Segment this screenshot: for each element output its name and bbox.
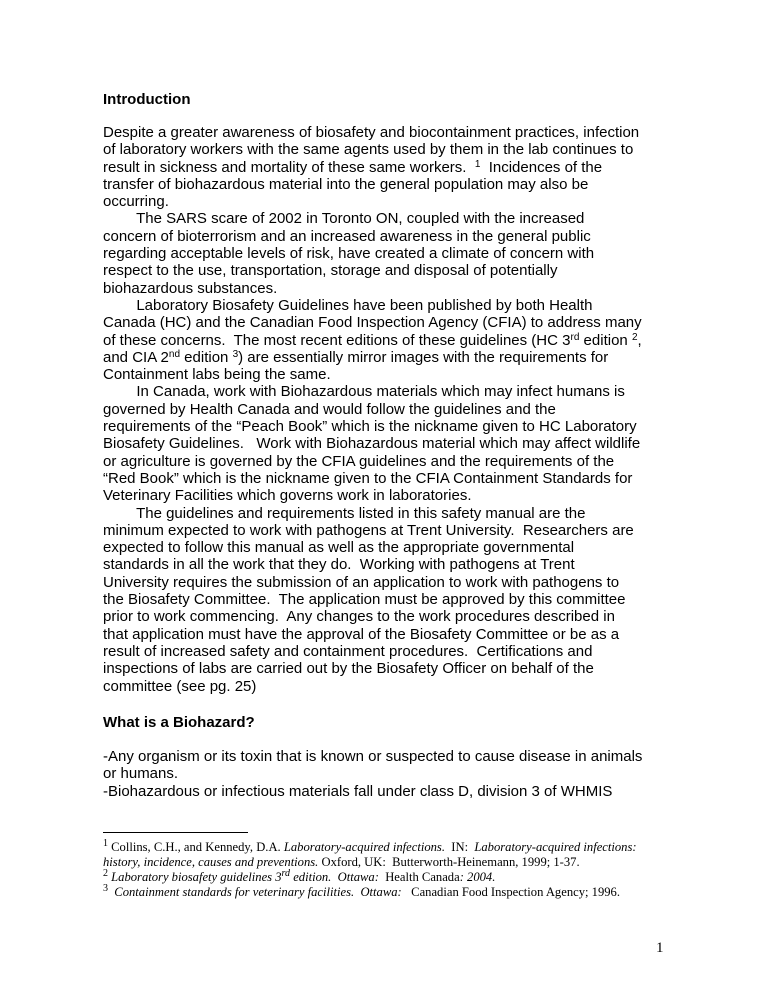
text-run: Incidences of the	[480, 158, 603, 176]
text-run: result of increased safety and containment procedures. Certifications and	[103, 642, 593, 660]
text-run: edition	[180, 348, 233, 366]
text-line	[103, 124, 723, 141]
superscript: 2	[103, 868, 108, 879]
text-run: or humans.	[103, 765, 179, 783]
text-run: Canadian Food Inspection Agency; 1996.	[401, 885, 620, 899]
text-run: In Canada, work with Biohazardous materials which may infect humans is	[103, 383, 625, 401]
text-line	[103, 660, 723, 677]
text-run: and CIA 2	[103, 348, 169, 366]
footnote-divider	[103, 832, 248, 833]
text-line	[103, 332, 723, 349]
footnote-3	[103, 885, 620, 899]
superscript: 2	[631, 331, 638, 343]
footnote-1	[103, 840, 637, 854]
text-line	[103, 608, 723, 625]
text-run: of laboratory workers with the same agents used by them in the lab continues to	[103, 141, 634, 159]
introduction-body	[103, 124, 723, 695]
text-run: Laboratory-acquired infections.	[283, 840, 445, 854]
text-line	[103, 748, 723, 765]
text-line	[103, 349, 723, 366]
text-run: : 2004.	[459, 870, 496, 884]
text-line	[103, 401, 723, 418]
text-line	[103, 159, 723, 176]
text-line	[103, 556, 723, 573]
text-run: history, incidence, causes and preventions.	[103, 855, 319, 869]
text-line	[103, 418, 723, 435]
text-line	[103, 210, 723, 227]
text-line	[103, 453, 723, 470]
text-line	[103, 765, 723, 782]
text-line	[103, 141, 723, 158]
text-line	[103, 522, 723, 539]
text-run: result in sickness and mortality of these same workers.	[103, 158, 475, 176]
text-run: or agriculture is governed by the CFIA guidelines and the requirements of the	[103, 452, 615, 470]
text-run: Despite a greater awareness of biosafety and biocontainment practices, infection	[103, 124, 640, 141]
footnote-2	[103, 870, 495, 884]
text-line	[103, 626, 723, 643]
text-run: -Biohazardous or infectious materials fall under class D, division 3 of WHMIS	[103, 782, 613, 800]
text-run: Health Canada	[378, 870, 460, 884]
text-line	[103, 591, 723, 608]
text-line	[103, 228, 723, 245]
text-line	[103, 176, 723, 193]
heading-introduction: Introduction	[103, 91, 191, 108]
text-line	[103, 574, 723, 591]
text-line	[103, 314, 723, 331]
superscript: 1	[103, 838, 108, 849]
text-line	[103, 366, 723, 383]
text-line	[103, 487, 723, 504]
text-run: University requires the submission of an application to work with pathogens to	[103, 573, 620, 591]
text-run: The SARS scare of 2002 in Toronto ON, coupled with the increased	[103, 210, 585, 228]
text-line	[103, 297, 723, 314]
text-line	[103, 539, 723, 556]
text-line	[103, 280, 723, 297]
text-run: prior to work commencing. Any changes to the work procedures described in	[103, 608, 615, 626]
text-run: edition	[579, 331, 632, 349]
text-run: of these concerns. The most recent editions of these guidelines (HC 3	[103, 331, 571, 349]
text-run: Biosafety Guidelines. Work with Biohazardous material which may affect wildlife	[103, 435, 641, 453]
footnote-1	[103, 855, 580, 869]
text-run: expected to follow this manual as well as the appropriate governmental	[103, 539, 575, 557]
text-run: Laboratory-acquired infections:	[474, 840, 637, 854]
superscript: nd	[168, 348, 181, 360]
text-run: Oxford, UK: Butterworth-Heinemann, 1999; 1-37.	[318, 855, 580, 869]
text-run: committee (see pg. 25)	[103, 677, 257, 695]
text-run: Laboratory Biosafety Guidelines have been published by both Health	[103, 296, 593, 314]
text-run: standards in all the work that they do. Working with pathogens at Trent	[103, 556, 575, 574]
superscript: rd	[281, 868, 291, 879]
text-run: regarding acceptable levels of risk, have created a climate of concern with	[103, 245, 595, 263]
text-run: Laboratory biosafety guidelines 3	[108, 870, 282, 884]
text-run: “Red Book” which is the nickname given to the CFIA Containment Standards for	[103, 469, 633, 487]
text-line	[103, 783, 723, 800]
text-run: edition. Ottawa:	[290, 870, 379, 884]
text-run: transfer of biohazardous material into the general population may also be	[103, 175, 589, 193]
text-run: inspections of labs are carried out by the Biosafety Officer on behalf of the	[103, 660, 594, 678]
text-run: concern of bioterrorism and an increased awareness in the general public	[103, 227, 591, 245]
text-run: respect to the use, transportation, storage and disposal of potentially	[103, 262, 558, 280]
superscript: rd	[570, 331, 580, 343]
text-line	[103, 383, 723, 400]
text-line	[103, 193, 723, 210]
text-line	[103, 678, 723, 695]
text-run: that application must have the approval of the Biosafety Committee or be as a	[103, 625, 620, 643]
text-run: governed by Health Canada and would follow the guidelines and the	[103, 400, 556, 418]
text-run: Collins, C.H., and Kennedy, D.A.	[108, 840, 284, 854]
text-run: IN:	[444, 840, 475, 854]
text-run: Containment labs being the same.	[103, 366, 331, 384]
page-number: 1	[656, 940, 664, 956]
text-run: minimum expected to work with pathogens at Trent University. Researchers are	[103, 521, 634, 539]
superscript: 3	[232, 348, 239, 360]
text-run: ,	[637, 331, 642, 349]
text-run: biohazardous substances.	[103, 279, 278, 297]
text-line	[103, 435, 723, 452]
text-line	[103, 643, 723, 660]
text-run: -Any organism or its toxin that is known or suspected to cause disease in animals	[103, 748, 643, 765]
text-run: Containment standards for veterinary facilities. Ottawa:	[108, 885, 402, 899]
text-line	[103, 505, 723, 522]
text-line	[103, 470, 723, 487]
text-run: the Biosafety Committee. The application must be approved by this committee	[103, 591, 626, 609]
text-run: requirements of the “Peach Book” which is the nickname given to HC Laboratory	[103, 418, 637, 436]
text-line	[103, 245, 723, 262]
text-run: ) are essentially mirror images with the requirements for	[238, 348, 609, 366]
text-line	[103, 262, 723, 279]
superscript: 3	[103, 883, 108, 894]
text-run: Veterinary Facilities which governs work in laboratories.	[103, 487, 472, 505]
heading-what-is-biohazard: What is a Biohazard?	[103, 714, 255, 731]
biohazard-body	[103, 748, 723, 800]
superscript: 1	[474, 158, 481, 170]
text-run: occurring.	[103, 193, 169, 211]
text-run: The guidelines and requirements listed in this safety manual are the	[103, 504, 586, 522]
text-run: Canada (HC) and the Canadian Food Inspection Agency (CFIA) to address many	[103, 314, 642, 332]
